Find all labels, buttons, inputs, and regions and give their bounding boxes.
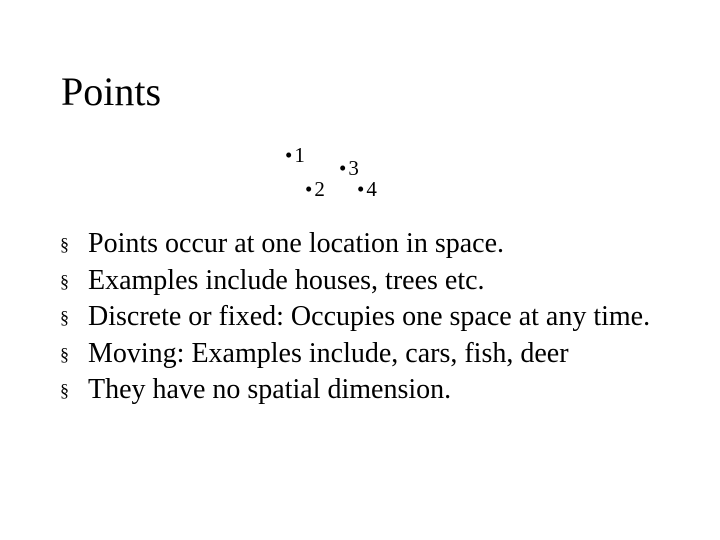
- bullet-marker-icon: §: [60, 307, 69, 327]
- bullet-text: Discrete or fixed: Occupies one space at any time.: [88, 301, 651, 332]
- bullet-item: [60, 336, 700, 373]
- bullet-marker-icon: §: [60, 343, 69, 364]
- bullet-item: [60, 372, 700, 409]
- bullet-item: [60, 299, 700, 336]
- point-4: [357, 179, 377, 200]
- point-dot-icon: •: [305, 177, 313, 201]
- bullet-marker-icon: §: [60, 234, 69, 254]
- bullet-text: Examples include houses, trees etc.: [88, 264, 485, 296]
- bullet-text: They have no spatial dimension.: [88, 374, 452, 405]
- bullet-item: [60, 263, 700, 300]
- bullet-marker-icon: §: [60, 380, 69, 400]
- point-label: 2: [314, 177, 325, 201]
- bullet-list: [60, 226, 700, 409]
- point-dot-icon: •: [357, 177, 365, 201]
- point-label: 4: [366, 177, 377, 201]
- point-label: 1: [294, 143, 305, 167]
- point-3: [339, 158, 359, 179]
- point-dot-icon: •: [339, 156, 347, 180]
- point-label: 3: [348, 156, 359, 180]
- slide-title: Points: [61, 69, 162, 114]
- point-2: [305, 179, 325, 200]
- bullet-text: Points occur at one location in space.: [88, 228, 504, 259]
- point-1: [285, 145, 305, 166]
- bullet-marker-icon: §: [60, 270, 69, 291]
- point-dot-icon: •: [285, 143, 293, 167]
- bullet-text: Moving: Examples include, cars, fish, deer: [88, 337, 569, 369]
- bullet-item: [60, 226, 700, 263]
